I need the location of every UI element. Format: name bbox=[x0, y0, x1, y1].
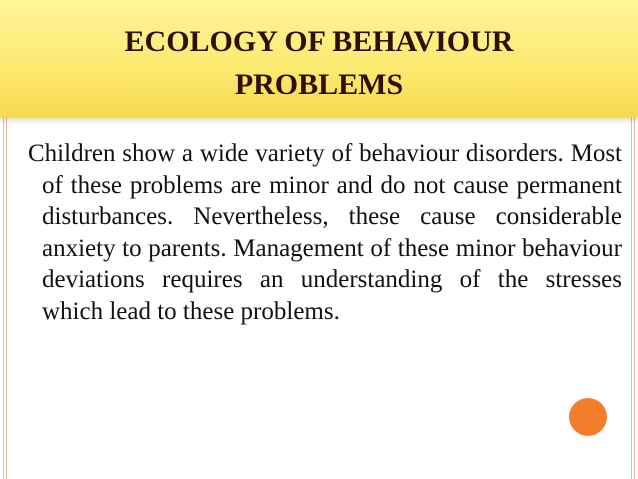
slide-title-line-1: ECOLOGY OF BEHAVIOUR bbox=[124, 25, 514, 58]
slide-body-text: Children show a wide variety of behaviour disorders. Most of these problems are minor and do not cause permanent disturbances. Nevertheless, these cause considerable anxiety to parents. Management of these minor behaviour deviations requires an understanding of the stresses which lead to these problems. bbox=[28, 140, 622, 325]
slide-title bbox=[0, 20, 638, 106]
slide-title-line-2: PROBLEMS bbox=[234, 68, 404, 101]
title-band bbox=[0, 0, 638, 117]
orange-circle-decoration bbox=[569, 398, 607, 436]
